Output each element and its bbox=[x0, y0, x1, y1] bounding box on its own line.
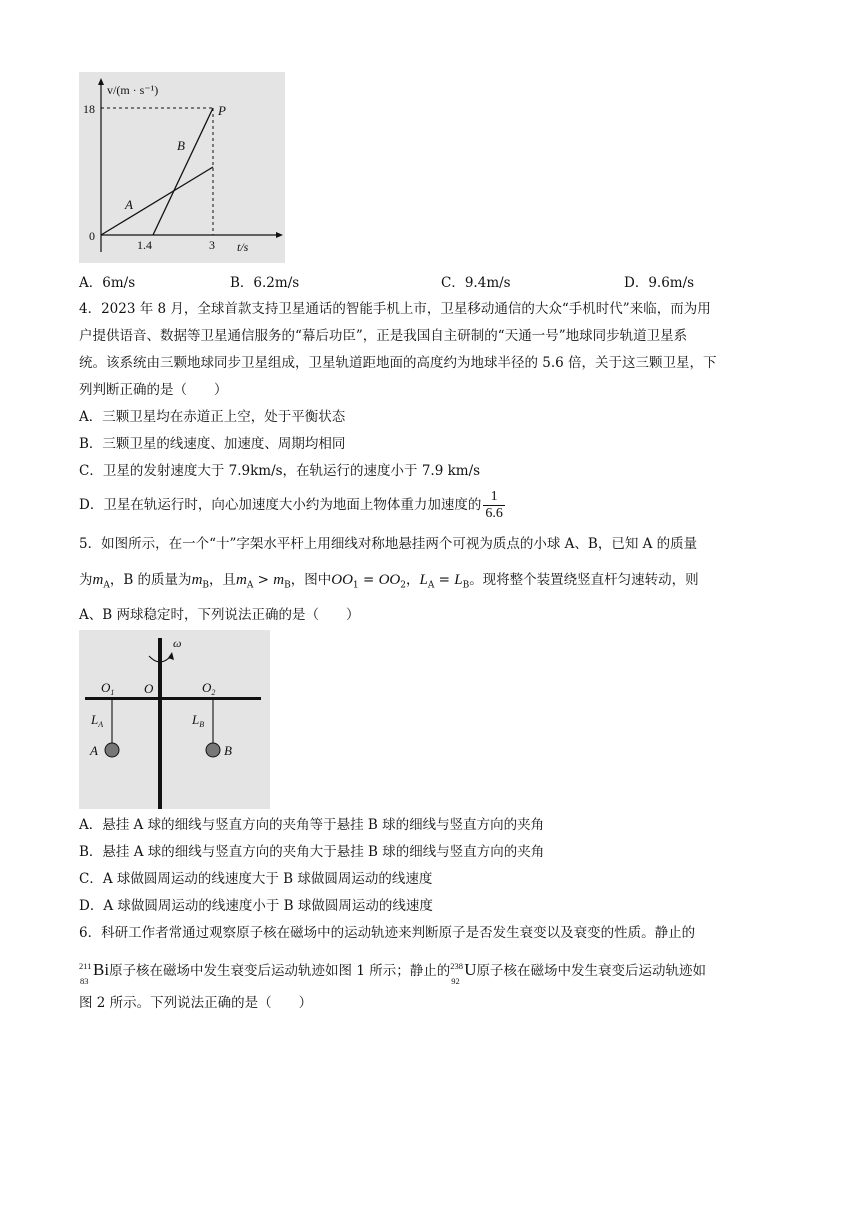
line-A bbox=[101, 167, 213, 235]
q4-stem-line-1: 4．2023 年 8 月，全球首款支持卫星通话的智能手机上市，卫星移动通信的大众“手机时代”来临，而为用 bbox=[79, 301, 711, 317]
q4-option-b[interactable]: B．三颗卫星的线速度、加速度、周期均相同 bbox=[79, 436, 346, 452]
omega-label: ω bbox=[173, 636, 182, 650]
q3-option-d[interactable]: D．9.6m/s bbox=[624, 275, 695, 291]
q4-option-d-text: D．卫星在轨运行时，向心加速度大小约为地面上物体重力加速度的 bbox=[79, 497, 482, 513]
label-O: O bbox=[144, 681, 154, 696]
q4-stem-line-4: 列判断正确的是（ ） bbox=[79, 382, 228, 398]
origin-label: 0 bbox=[89, 229, 95, 243]
q3-option-b[interactable]: B．6.2m/s bbox=[230, 275, 300, 291]
vt-graph bbox=[79, 72, 285, 263]
q4-option-a[interactable]: A．三颗卫星均在赤道正上空，处于平衡状态 bbox=[79, 409, 346, 425]
vt-graph-figure bbox=[79, 72, 285, 263]
cross-frame-diagram bbox=[79, 630, 270, 809]
q5-option-d[interactable]: D．A 球做圆周运动的线速度小于 B 球做圆周运动的线速度 bbox=[79, 898, 433, 914]
label-B: B bbox=[177, 138, 185, 153]
uranium-nuclide: 238 92 U bbox=[450, 960, 477, 986]
q6-stem-line-3: 图 2 所示。下列说法正确的是（ ） bbox=[79, 995, 313, 1011]
y-tick-18: 18 bbox=[83, 102, 95, 116]
vertical-pole bbox=[158, 638, 162, 809]
label-P: P bbox=[218, 103, 226, 118]
q4-option-d[interactable] bbox=[79, 488, 505, 522]
y-axis-arrow-icon bbox=[98, 78, 104, 85]
q5-option-b[interactable]: B．悬挂 A 球的细线与竖直方向的夹角大于悬挂 B 球的细线与竖直方向的夹角 bbox=[79, 844, 545, 860]
q4-stem-line-2: 户提供语音、数据等卫星通信服务的“幕后功臣”，正是我国自主研制的“天通一号”地球同步轨道卫星系 bbox=[79, 328, 688, 344]
y-axis-label: v/(m · s⁻¹) bbox=[107, 83, 159, 97]
label-LA: $L_A$ bbox=[91, 712, 104, 729]
q6-stem-line-2: 211 83 Bi原子核在磁场中发生衰变后运动轨迹如图 1 所示；静止的 238 92 U原子核在磁场中发生衰变后运动轨迹如 bbox=[79, 960, 707, 986]
horizontal-bar bbox=[85, 697, 261, 700]
bismuth-nuclide: 211 83 Bi bbox=[79, 960, 110, 986]
x-tick-3: 3 bbox=[209, 238, 215, 252]
q5-stem-line-1: 5．如图所示，在一个“十”字架水平杆上用细线对称地悬挂两个可视为质点的小球 A、B，已知 A 的质量 bbox=[79, 536, 698, 552]
q4-stem-line-3: 统。该系统由三颗地球同步卫星组成，卫星轨道距地面的高度约为地球半径的 5.6 倍，关于这三颗卫星，下 bbox=[79, 355, 717, 371]
q5-option-c[interactable]: C．A 球做圆周运动的线速度大于 B 球做圆周运动的线速度 bbox=[79, 871, 433, 887]
fraction-1-over-6.6: $\frac{1}{6.6}$ bbox=[485, 489, 503, 521]
x-axis-label: t/s bbox=[237, 240, 249, 254]
q5-option-a[interactable]: A．悬挂 A 球的细线与竖直方向的夹角等于悬挂 B 球的细线与竖直方向的夹角 bbox=[79, 817, 545, 833]
x-axis-arrow-icon bbox=[276, 232, 283, 238]
line-B bbox=[153, 108, 213, 235]
rotation-arrow-head-icon bbox=[168, 652, 174, 660]
q3-option-c[interactable]: C．9.4m/s bbox=[441, 275, 511, 291]
ball-A-label: A bbox=[90, 743, 98, 758]
q6-stem-line-1: 6．科研工作者常通过观察原子核在磁场中的运动轨迹来判断原子是否发生衰变以及衰变的性质。静止的 bbox=[79, 925, 696, 941]
q5-stem-line-3: A、B 两球稳定时，下列说法正确的是（ ） bbox=[79, 607, 360, 623]
label-O1: $O_1$ bbox=[101, 680, 115, 697]
ball-B bbox=[206, 743, 220, 757]
ball-B-label: B bbox=[224, 743, 232, 758]
label-LB: $L_B$ bbox=[192, 712, 205, 729]
q3-option-a[interactable]: A．6m/s bbox=[79, 275, 136, 291]
cross-frame-figure bbox=[79, 630, 270, 809]
ball-A bbox=[105, 743, 119, 757]
label-A: A bbox=[125, 197, 133, 212]
q4-option-c[interactable]: C．卫星的发射速度大于 7.9km/s，在轨运行的速度小于 7.9 km/s bbox=[79, 463, 481, 479]
label-O2: $O_2$ bbox=[202, 680, 216, 697]
q5-stem-line-2: 为$m_A$，B 的质量为$m_B$，且$m_A > m_B$，图中$OO_1 = OO_2$，$L_A = L_B$。现将整个装置绕竖直杆匀速转动，则 bbox=[79, 572, 699, 591]
x-tick-1.4: 1.4 bbox=[137, 238, 152, 252]
